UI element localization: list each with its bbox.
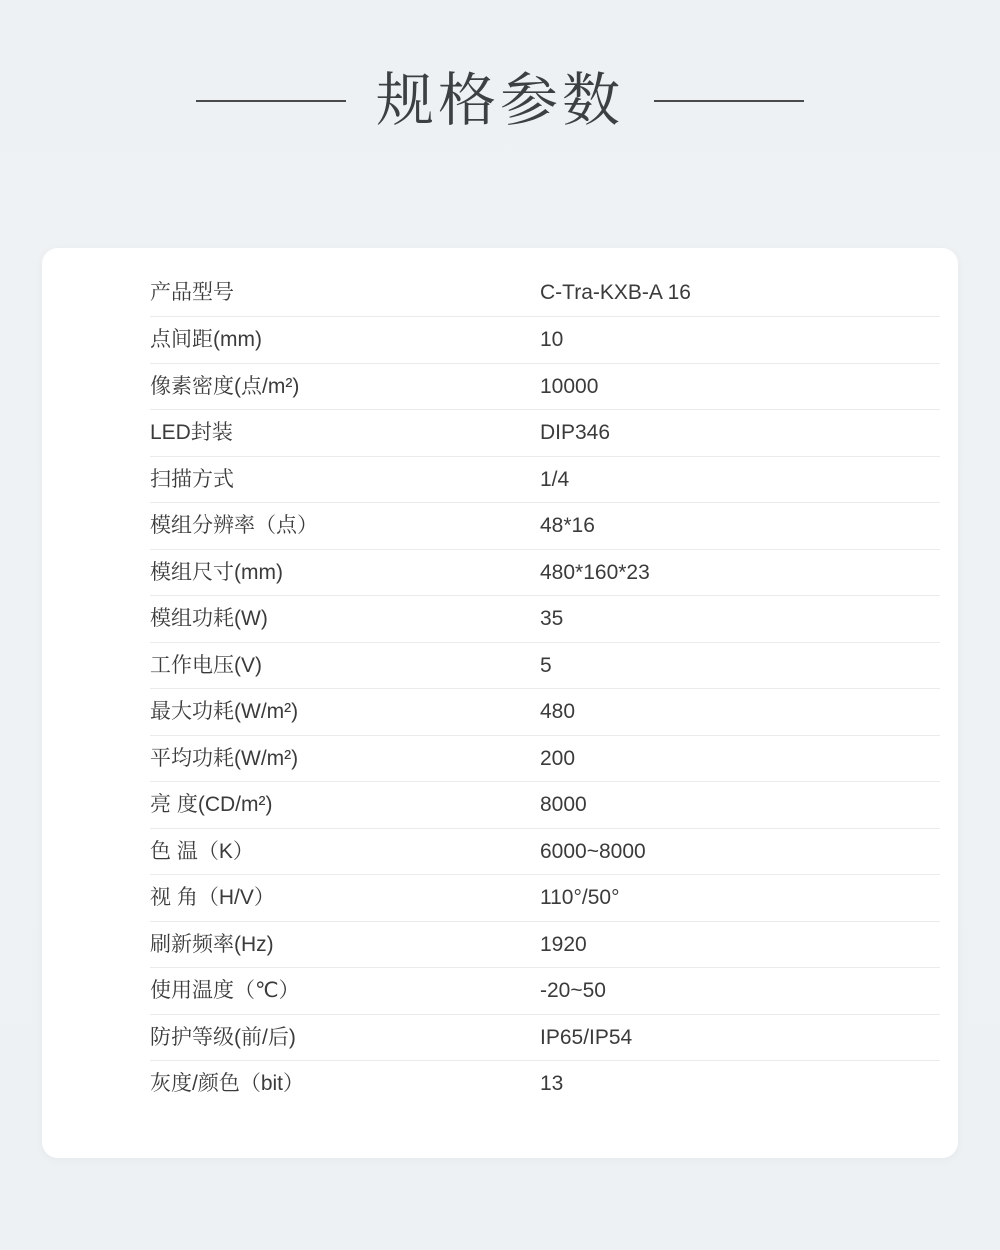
spec-label: 扫描方式 xyxy=(150,456,540,503)
title-rule-right xyxy=(654,100,804,102)
table-row xyxy=(150,1014,940,1061)
spec-value: 200 xyxy=(540,735,940,782)
spec-label: 刷新频率(Hz) xyxy=(150,921,540,968)
spec-label: 平均功耗(W/m²) xyxy=(150,735,540,782)
spec-value: 10 xyxy=(540,317,940,364)
spec-value: DIP346 xyxy=(540,410,940,457)
spec-card xyxy=(42,248,958,1158)
table-row xyxy=(150,828,940,875)
table-row xyxy=(150,456,940,503)
table-row xyxy=(150,503,940,550)
spec-value: 1920 xyxy=(540,921,940,968)
table-row xyxy=(150,363,940,410)
spec-label: 工作电压(V) xyxy=(150,642,540,689)
spec-value: 480 xyxy=(540,689,940,736)
spec-value: 5 xyxy=(540,642,940,689)
spec-value: 13 xyxy=(540,1061,940,1108)
spec-label: 色 温（K） xyxy=(150,828,540,875)
table-row xyxy=(150,735,940,782)
spec-label: 防护等级(前/后) xyxy=(150,1014,540,1061)
table-row xyxy=(150,1061,940,1108)
spec-value: -20~50 xyxy=(540,968,940,1015)
spec-label: 亮 度(CD/m²) xyxy=(150,782,540,829)
spec-value: 480*160*23 xyxy=(540,549,940,596)
table-row xyxy=(150,875,940,922)
table-row xyxy=(150,642,940,689)
page-title-block xyxy=(0,68,1000,133)
spec-table xyxy=(150,270,940,1107)
page-title: 规格参数 xyxy=(375,68,624,133)
title-rule-left xyxy=(196,100,346,102)
spec-value: C-Tra-KXB-A 16 xyxy=(540,281,691,305)
spec-value: 6000~8000 xyxy=(540,828,940,875)
spec-value: 35 xyxy=(540,596,940,643)
spec-table-body xyxy=(150,270,940,1107)
spec-value: 48*16 xyxy=(540,503,940,550)
table-row xyxy=(150,921,940,968)
spec-value: 10000 xyxy=(540,363,940,410)
spec-value: IP65/IP54 xyxy=(540,1014,940,1061)
spec-label: 模组尺寸(mm) xyxy=(150,549,540,596)
table-row xyxy=(150,317,940,364)
table-row xyxy=(150,596,940,643)
spec-label: 像素密度(点/m²) xyxy=(150,363,540,410)
table-row xyxy=(150,782,940,829)
spec-label: 模组分辨率（点） xyxy=(150,503,540,550)
table-row xyxy=(150,968,940,1015)
spec-label: 灰度/颜色（bit） xyxy=(150,1061,540,1108)
spec-value: 110°/50° xyxy=(540,875,940,922)
spec-value: 1/4 xyxy=(540,456,940,503)
spec-label: 使用温度（℃） xyxy=(150,968,540,1015)
spec-label: 产品型号 xyxy=(150,281,234,305)
spec-label: 点间距(mm) xyxy=(150,317,540,364)
table-row xyxy=(150,549,940,596)
spec-label: 模组功耗(W) xyxy=(150,596,540,643)
spec-label: 最大功耗(W/m²) xyxy=(150,689,540,736)
table-row xyxy=(150,410,940,457)
table-row xyxy=(150,689,940,736)
table-row xyxy=(150,270,940,317)
spec-label: 视 角（H/V） xyxy=(150,875,540,922)
spec-value: 8000 xyxy=(540,782,940,829)
spec-label: LED封装 xyxy=(150,410,540,457)
